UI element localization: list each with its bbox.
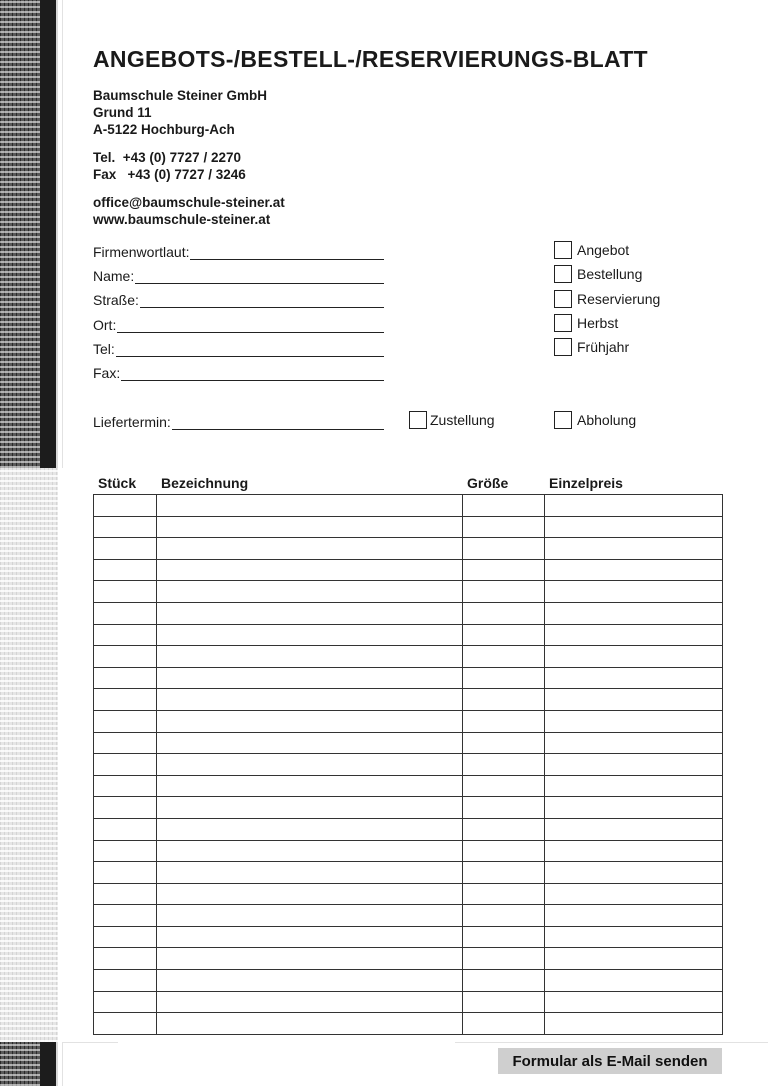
- cell-einzelpreis[interactable]: [545, 667, 723, 689]
- cell-stueck[interactable]: [94, 926, 157, 948]
- cell-groesse[interactable]: [463, 624, 545, 646]
- zustellung-checkbox[interactable]: [409, 411, 427, 429]
- table-row: [94, 581, 723, 603]
- cell-groesse[interactable]: [463, 559, 545, 581]
- cell-groesse[interactable]: [463, 1013, 545, 1035]
- company-city: A-5122 Hochburg-Ach: [93, 122, 235, 137]
- cell-groesse[interactable]: [463, 538, 545, 560]
- cell-einzelpreis[interactable]: [545, 991, 723, 1013]
- cell-stueck[interactable]: [94, 991, 157, 1013]
- cell-stueck[interactable]: [94, 883, 157, 905]
- cell-groesse[interactable]: [463, 797, 545, 819]
- cell-einzelpreis[interactable]: [545, 495, 723, 517]
- abholung-label: Abholung: [577, 412, 637, 428]
- table-row: [94, 689, 723, 711]
- reservierung-checkbox[interactable]: [554, 290, 572, 308]
- cell-bezeichnung[interactable]: [157, 926, 463, 948]
- column-header-stueck: Stück: [98, 475, 137, 491]
- cell-groesse[interactable]: [463, 667, 545, 689]
- cell-einzelpreis[interactable]: [545, 797, 723, 819]
- firmenwortlaut-input-line[interactable]: [190, 245, 384, 260]
- cell-bezeichnung[interactable]: [157, 797, 463, 819]
- cell-groesse[interactable]: [463, 516, 545, 538]
- cell-groesse[interactable]: [463, 646, 545, 668]
- tel-field[interactable]: [93, 337, 384, 357]
- cell-einzelpreis[interactable]: [545, 948, 723, 970]
- cell-stueck[interactable]: [94, 862, 157, 884]
- table-row: [94, 710, 723, 732]
- cell-bezeichnung[interactable]: [157, 689, 463, 711]
- cell-bezeichnung[interactable]: [157, 862, 463, 884]
- cell-einzelpreis[interactable]: [545, 970, 723, 992]
- zustellung-label: Zustellung: [430, 412, 495, 428]
- strasse-label: Straße:: [93, 292, 139, 308]
- cell-bezeichnung[interactable]: [157, 624, 463, 646]
- cell-einzelpreis[interactable]: [545, 905, 723, 927]
- cell-einzelpreis[interactable]: [545, 1013, 723, 1035]
- name-field[interactable]: [93, 264, 384, 284]
- reservierung-label: Reservierung: [577, 291, 661, 307]
- cell-bezeichnung[interactable]: [157, 883, 463, 905]
- abholung-option[interactable]: [554, 411, 636, 429]
- cell-stueck[interactable]: [94, 602, 157, 624]
- cell-einzelpreis[interactable]: [545, 862, 723, 884]
- fruehjahr-checkbox[interactable]: [554, 338, 572, 356]
- table-row: [94, 948, 723, 970]
- cell-stueck[interactable]: [94, 905, 157, 927]
- table-row: [94, 883, 723, 905]
- send-email-button[interactable]: Formular als E-Mail senden: [498, 1048, 722, 1074]
- table-row: [94, 905, 723, 927]
- tel-input-line[interactable]: [116, 342, 384, 357]
- cell-einzelpreis[interactable]: [545, 559, 723, 581]
- cell-bezeichnung[interactable]: [157, 602, 463, 624]
- herbst-label: Herbst: [577, 315, 619, 331]
- cell-bezeichnung[interactable]: [157, 495, 463, 517]
- order-table-body: [94, 495, 723, 1035]
- company-street: Grund 11: [93, 105, 152, 120]
- cell-stueck[interactable]: [94, 840, 157, 862]
- firmenwortlaut-field[interactable]: [93, 240, 384, 260]
- page-edge: [62, 1042, 118, 1043]
- cell-bezeichnung[interactable]: [157, 840, 463, 862]
- column-header-groesse: Größe: [467, 475, 509, 491]
- firmenwortlaut-label: Firmenwortlaut:: [93, 244, 190, 260]
- cell-groesse[interactable]: [463, 689, 545, 711]
- fruehjahr-option[interactable]: [554, 338, 629, 356]
- zustellung-option[interactable]: [409, 411, 495, 429]
- table-row: [94, 754, 723, 776]
- cell-stueck[interactable]: [94, 797, 157, 819]
- ort-input-line[interactable]: [117, 318, 384, 333]
- table-row: [94, 624, 723, 646]
- table-row: [94, 516, 723, 538]
- cell-bezeichnung[interactable]: [157, 538, 463, 560]
- reservierung-option[interactable]: [554, 290, 660, 308]
- cell-stueck[interactable]: [94, 970, 157, 992]
- liefertermin-field[interactable]: [93, 410, 384, 430]
- table-row: [94, 495, 723, 517]
- liefertermin-label: Liefertermin:: [93, 414, 171, 430]
- table-row: [94, 732, 723, 754]
- cell-stueck[interactable]: [94, 581, 157, 603]
- cell-groesse[interactable]: [463, 754, 545, 776]
- angebot-checkbox[interactable]: [554, 241, 572, 259]
- cell-bezeichnung[interactable]: [157, 905, 463, 927]
- cell-stueck[interactable]: [94, 689, 157, 711]
- order-table: [93, 494, 723, 1035]
- cell-groesse[interactable]: [463, 581, 545, 603]
- cell-bezeichnung[interactable]: [157, 970, 463, 992]
- cell-einzelpreis[interactable]: [545, 754, 723, 776]
- bestellung-checkbox[interactable]: [554, 265, 572, 283]
- cell-stueck[interactable]: [94, 559, 157, 581]
- dark-bar-top: [40, 0, 56, 468]
- page-edge: [62, 1042, 63, 1086]
- cell-groesse[interactable]: [463, 862, 545, 884]
- cell-stueck[interactable]: [94, 516, 157, 538]
- cell-groesse[interactable]: [463, 732, 545, 754]
- company-email: office@baumschule-steiner.at: [93, 195, 285, 210]
- ort-field[interactable]: [93, 313, 384, 333]
- cell-groesse[interactable]: [463, 710, 545, 732]
- cell-bezeichnung[interactable]: [157, 991, 463, 1013]
- cell-groesse[interactable]: [463, 818, 545, 840]
- column-header-einzelpreis: Einzelpreis: [549, 475, 623, 491]
- cell-einzelpreis[interactable]: [545, 840, 723, 862]
- cell-groesse[interactable]: [463, 775, 545, 797]
- cell-groesse[interactable]: [463, 883, 545, 905]
- name-input-line[interactable]: [135, 269, 384, 284]
- cell-stueck[interactable]: [94, 1013, 157, 1035]
- column-header-bezeichnung: Bezeichnung: [161, 475, 249, 491]
- abholung-checkbox[interactable]: [554, 411, 572, 429]
- cell-einzelpreis[interactable]: [545, 602, 723, 624]
- cell-stueck[interactable]: [94, 732, 157, 754]
- decorative-side-strip: [0, 0, 58, 1086]
- cell-einzelpreis[interactable]: [545, 818, 723, 840]
- cell-groesse[interactable]: [463, 840, 545, 862]
- cell-einzelpreis[interactable]: [545, 689, 723, 711]
- cell-groesse[interactable]: [463, 926, 545, 948]
- table-row: [94, 926, 723, 948]
- cell-bezeichnung[interactable]: [157, 710, 463, 732]
- cell-groesse[interactable]: [463, 495, 545, 517]
- table-row: [94, 1013, 723, 1035]
- cell-bezeichnung[interactable]: [157, 1013, 463, 1035]
- cell-einzelpreis[interactable]: [545, 516, 723, 538]
- cell-bezeichnung[interactable]: [157, 732, 463, 754]
- cell-einzelpreis[interactable]: [545, 581, 723, 603]
- herbst-option[interactable]: [554, 314, 618, 332]
- table-row: [94, 818, 723, 840]
- table-row: [94, 862, 723, 884]
- cell-einzelpreis[interactable]: [545, 624, 723, 646]
- angebot-option[interactable]: [554, 241, 629, 259]
- fax-field[interactable]: [93, 361, 384, 381]
- fax-input-line[interactable]: [121, 366, 384, 381]
- cell-groesse[interactable]: [463, 948, 545, 970]
- page-edge: [62, 0, 63, 468]
- strasse-input-line[interactable]: [140, 293, 384, 308]
- table-row: [94, 991, 723, 1013]
- herbst-checkbox[interactable]: [554, 314, 572, 332]
- cell-einzelpreis[interactable]: [545, 883, 723, 905]
- cell-bezeichnung[interactable]: [157, 948, 463, 970]
- liefertermin-input-line[interactable]: [172, 415, 384, 430]
- table-row: [94, 667, 723, 689]
- cell-stueck[interactable]: [94, 775, 157, 797]
- cell-einzelpreis[interactable]: [545, 710, 723, 732]
- cell-einzelpreis[interactable]: [545, 538, 723, 560]
- cell-stueck[interactable]: [94, 754, 157, 776]
- cell-groesse[interactable]: [463, 602, 545, 624]
- table-row: [94, 646, 723, 668]
- fruehjahr-label: Frühjahr: [577, 339, 630, 355]
- texture-bottom: [0, 1042, 40, 1086]
- dark-bar-bottom: [40, 1042, 56, 1086]
- texture-top: [0, 0, 40, 468]
- cell-bezeichnung[interactable]: [157, 581, 463, 603]
- cell-bezeichnung[interactable]: [157, 667, 463, 689]
- cell-stueck[interactable]: [94, 624, 157, 646]
- angebot-label: Angebot: [577, 242, 630, 258]
- table-row: [94, 538, 723, 560]
- table-row: [94, 559, 723, 581]
- cell-stueck[interactable]: [94, 667, 157, 689]
- cell-bezeichnung[interactable]: [157, 516, 463, 538]
- cell-einzelpreis[interactable]: [545, 926, 723, 948]
- cell-einzelpreis[interactable]: [545, 646, 723, 668]
- cell-groesse[interactable]: [463, 991, 545, 1013]
- cell-groesse[interactable]: [463, 970, 545, 992]
- page-edge: [455, 1042, 768, 1043]
- cell-stueck[interactable]: [94, 948, 157, 970]
- cell-bezeichnung[interactable]: [157, 646, 463, 668]
- bestellung-label: Bestellung: [577, 266, 643, 282]
- texture-middle: [0, 468, 58, 1042]
- ort-label: Ort:: [93, 317, 117, 333]
- cell-bezeichnung[interactable]: [157, 775, 463, 797]
- company-name: Baumschule Steiner GmbH: [93, 88, 268, 103]
- cell-bezeichnung[interactable]: [157, 818, 463, 840]
- cell-stueck[interactable]: [94, 538, 157, 560]
- table-row: [94, 970, 723, 992]
- table-row: [94, 797, 723, 819]
- company-tel: Tel. +43 (0) 7727 / 2270: [93, 150, 241, 165]
- company-fax: Fax +43 (0) 7727 / 3246: [93, 167, 246, 182]
- cell-stueck[interactable]: [94, 818, 157, 840]
- form-title: ANGEBOTS-/BESTELL-/RESERVIERUNGS-BLATT: [93, 46, 648, 72]
- bestellung-option[interactable]: [554, 265, 642, 283]
- cell-einzelpreis[interactable]: [545, 775, 723, 797]
- name-label: Name:: [93, 268, 135, 284]
- cell-bezeichnung[interactable]: [157, 754, 463, 776]
- table-row: [94, 775, 723, 797]
- cell-stueck[interactable]: [94, 495, 157, 517]
- cell-stueck[interactable]: [94, 710, 157, 732]
- cell-bezeichnung[interactable]: [157, 559, 463, 581]
- cell-groesse[interactable]: [463, 905, 545, 927]
- table-row: [94, 840, 723, 862]
- cell-einzelpreis[interactable]: [545, 732, 723, 754]
- strasse-field[interactable]: [93, 288, 384, 308]
- company-website: www.baumschule-steiner.at: [93, 212, 271, 227]
- tel-label: Tel:: [93, 341, 115, 357]
- cell-stueck[interactable]: [94, 646, 157, 668]
- table-row: [94, 602, 723, 624]
- fax-label: Fax:: [93, 365, 121, 381]
